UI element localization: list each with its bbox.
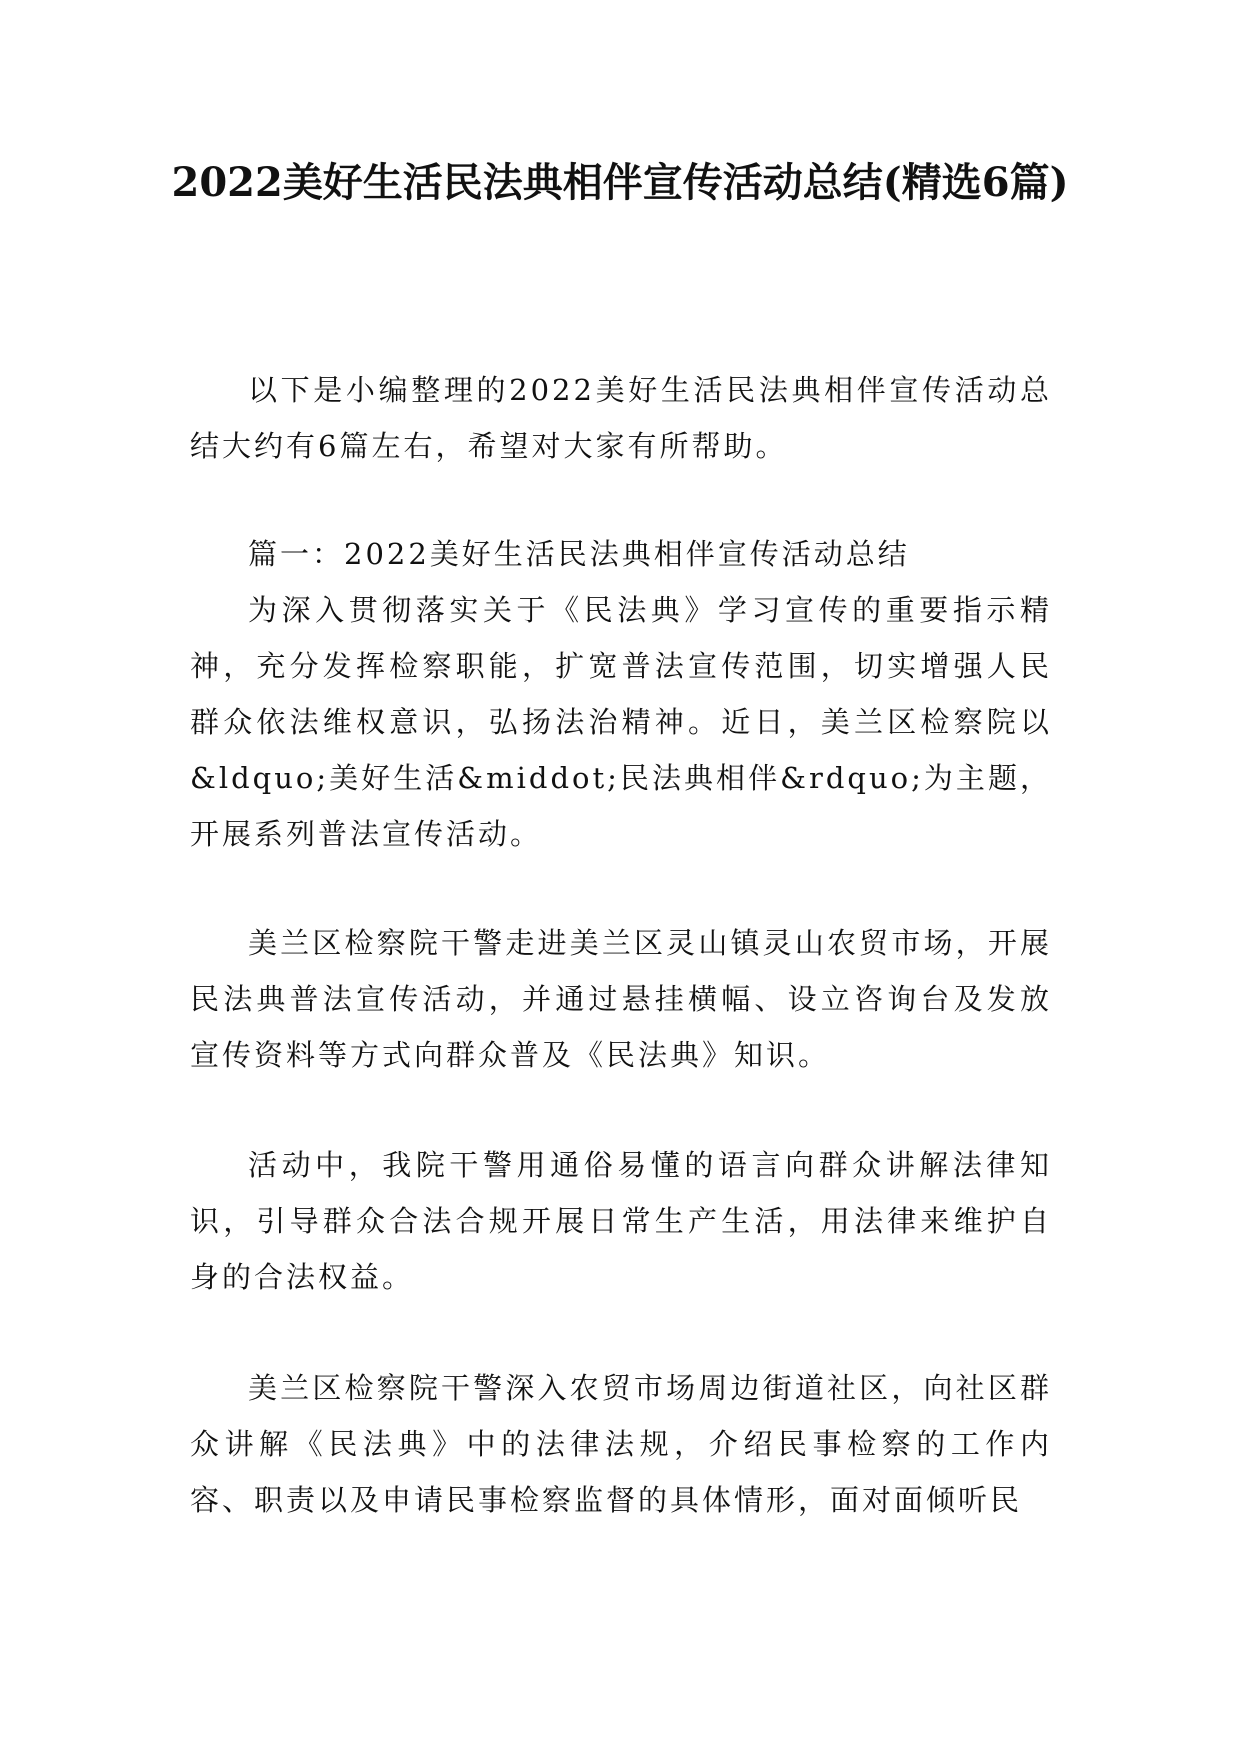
body-paragraph-1: 为深入贯彻落实关于《民法典》学习宣传的重要指示精神，充分发挥检察职能，扩宽普法宣传范围，切实增强人民群众依法维权意识，弘扬法治精神。近日，美兰区检察院以&ldquo;美好生活&middot;民法典相伴&rdquo;为主题，开展系列普法宣传活动。 bbox=[190, 593, 1052, 851]
body-paragraph-3: 活动中，我院干警用通俗易懂的语言向群众讲解法律知识，引导群众合法合规开展日常生产生活，用法律来维护自身的合法权益。 bbox=[190, 1148, 1052, 1294]
body-paragraph-2: 美兰区检察院干警走进美兰区灵山镇灵山农贸市场，开展民法典普法宣传活动，并通过悬挂横幅、设立咨询台及发放宣传资料等方式向群众普及《民法典》知识。 bbox=[190, 926, 1052, 1072]
document-title: 2022美好生活民法典相伴宣传活动总结(精选6篇) bbox=[171, 159, 1069, 206]
intro-paragraph: 以下是小编整理的2022美好生活民法典相伴宣传活动总结大约有6篇左右，希望对大家有所帮助。 bbox=[190, 373, 1052, 463]
section-heading: 篇一：2022美好生活民法典相伴宣传活动总结 bbox=[248, 537, 910, 571]
body-paragraph-4: 美兰区检察院干警深入农贸市场周边街道社区，向社区群众讲解《民法典》中的法律法规，介绍民事检察的工作内容、职责以及申请民事检察监督的具体情形，面对面倾听民 bbox=[190, 1371, 1052, 1517]
